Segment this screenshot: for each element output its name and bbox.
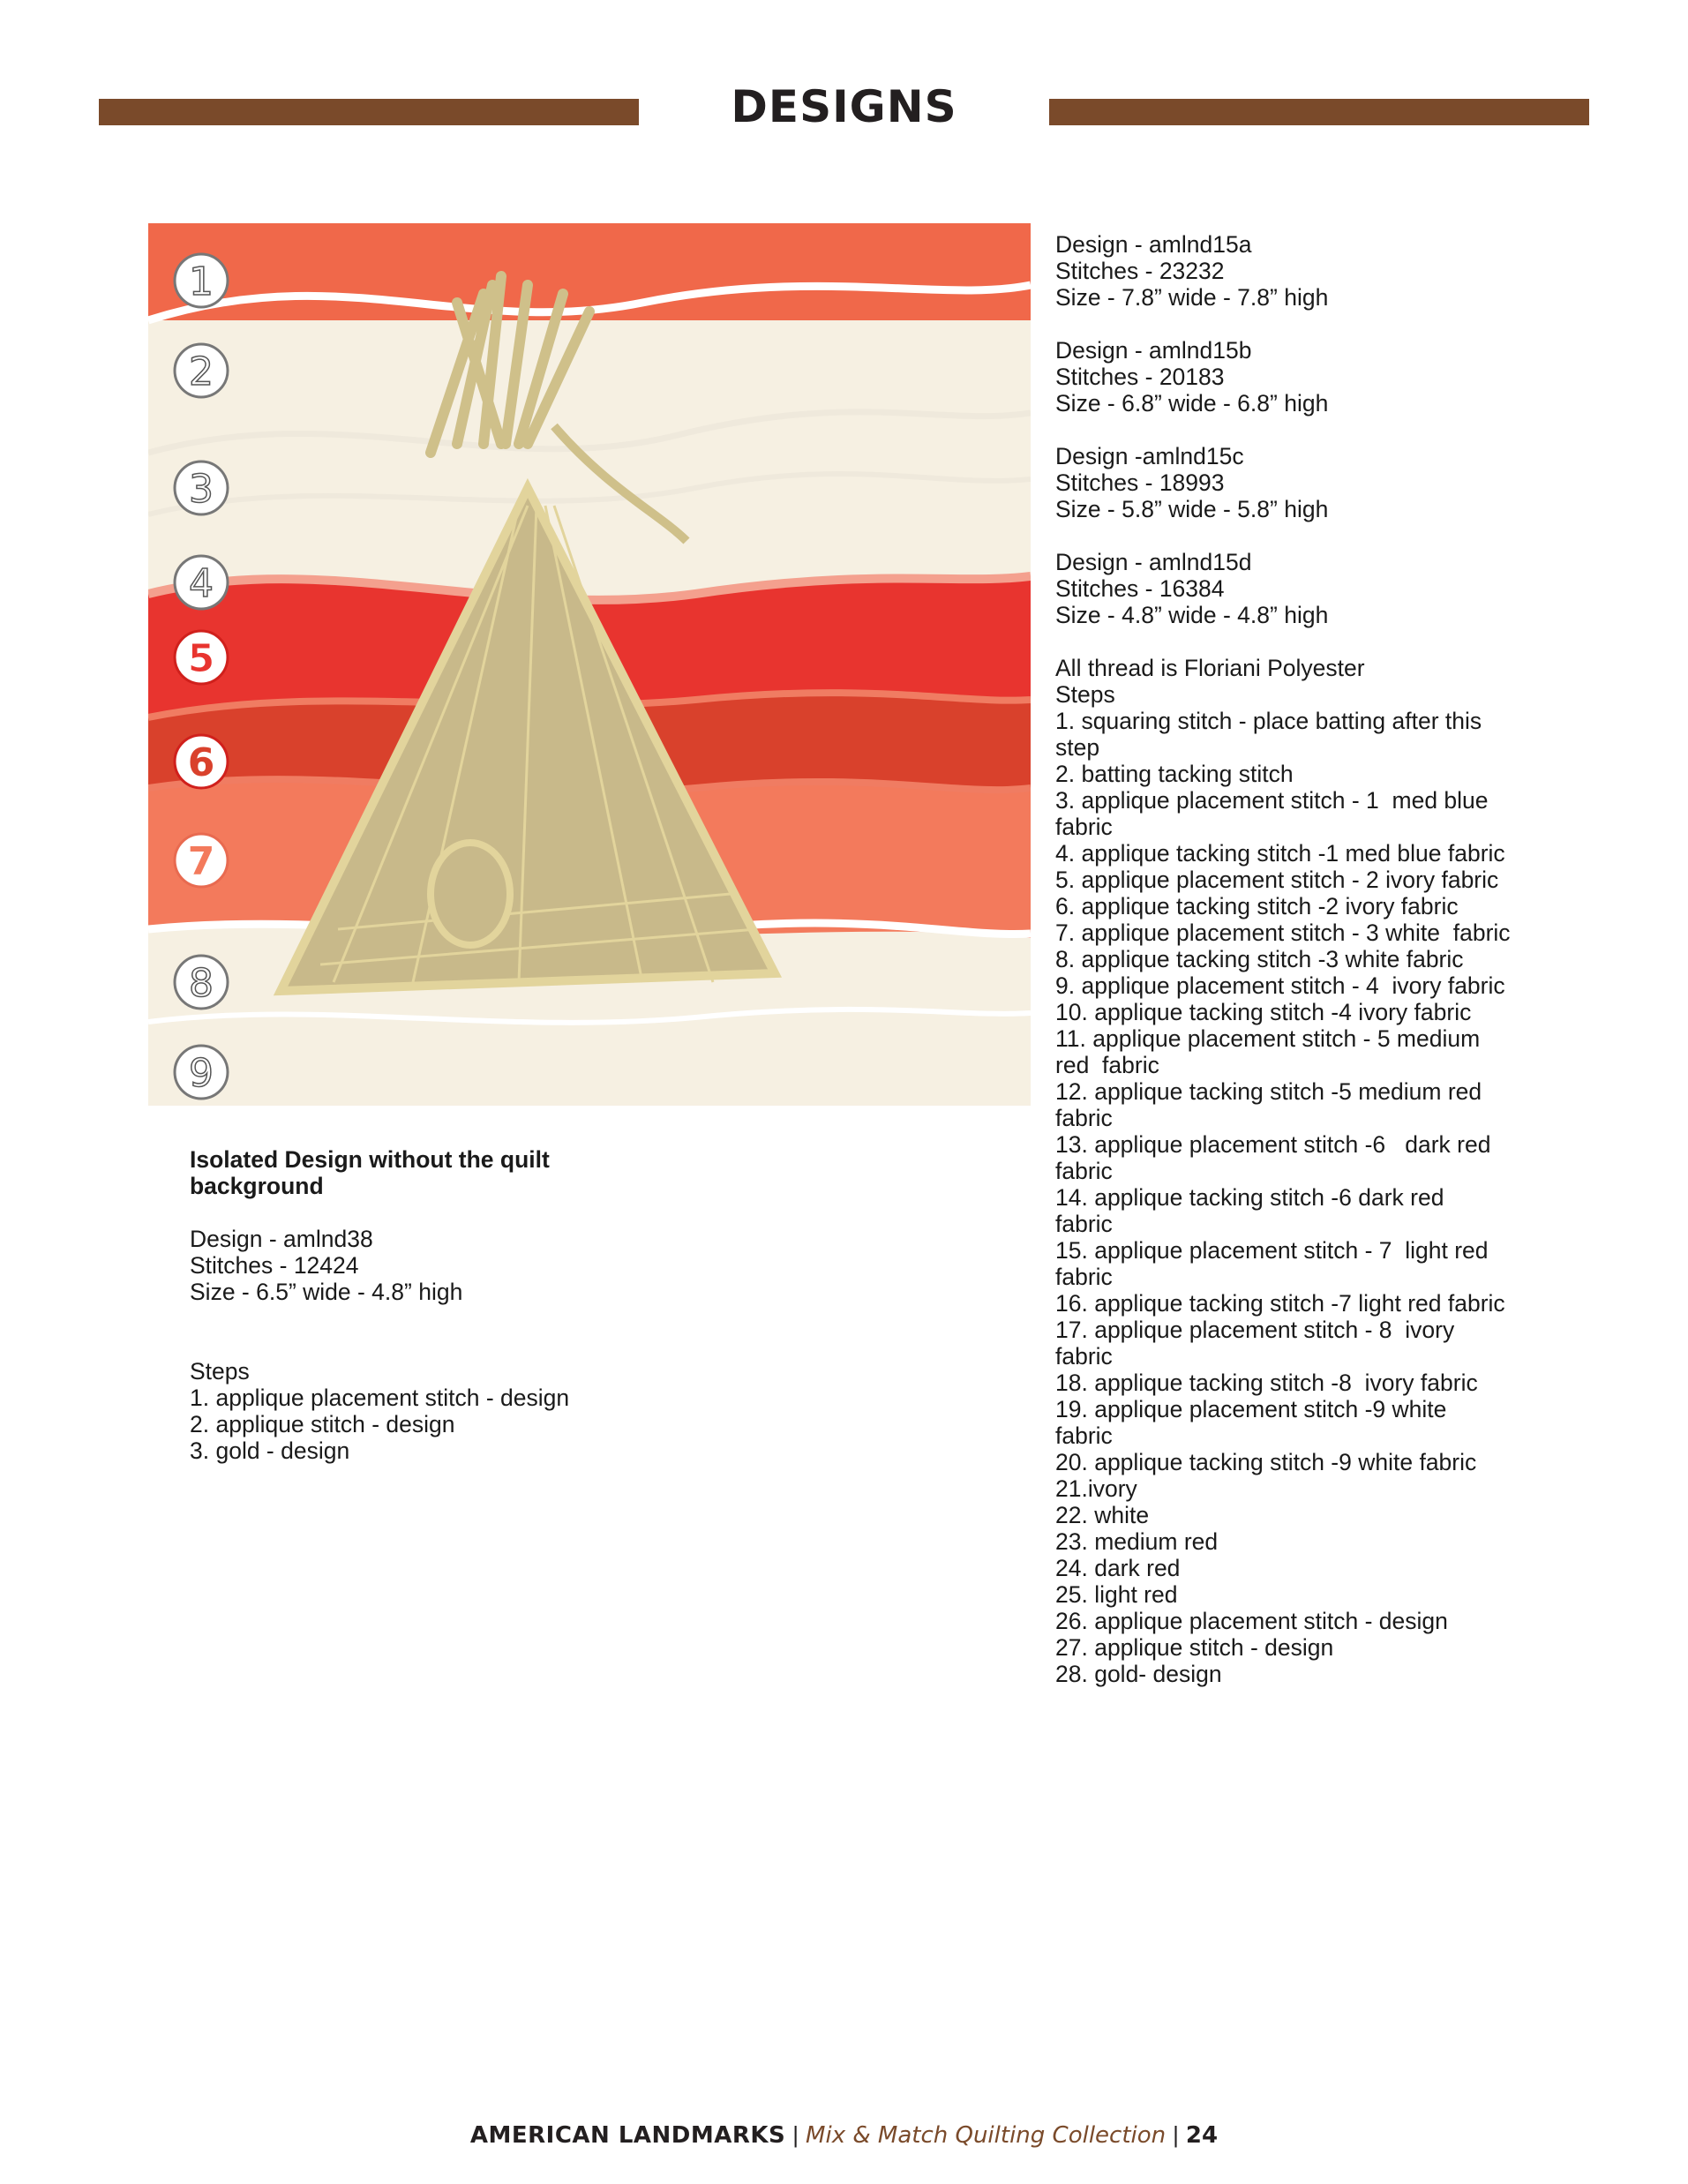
design-name: Design - amlnd15a: [1055, 231, 1252, 258]
spacer: [190, 1305, 684, 1332]
footer-separator: |: [1173, 2121, 1179, 2148]
step-line: 21.ivory: [1055, 1475, 1137, 1502]
page-number: 24: [1185, 2122, 1219, 2149]
step-line: 15. applique placement stitch - 7 light red: [1055, 1237, 1489, 1264]
step-number-circles: [175, 254, 228, 1099]
thread-note: All thread is Floriani Polyester: [1055, 655, 1365, 681]
step-line: 6. applique tacking stitch -2 ivory fabric: [1055, 893, 1459, 919]
footer-brand: AMERICAN LANDMARKS: [469, 2122, 786, 2149]
step-number-4: 4: [189, 561, 214, 606]
step-line: fabric: [1055, 1422, 1113, 1449]
step-line: 25. light red: [1055, 1581, 1178, 1608]
spacer: [1055, 311, 1549, 337]
design-specs-column: [1055, 231, 1549, 1687]
step-line: 9. applique placement stitch - 4 ivory fabric: [1055, 972, 1505, 999]
design-name: Design - amlnd38: [190, 1226, 373, 1252]
step-number-7: 7: [187, 839, 215, 884]
steps-label: Steps: [1055, 681, 1115, 708]
step-line: 4. applique tacking stitch -1 med blue fabric: [1055, 840, 1505, 867]
header-rule-right: [1049, 99, 1589, 125]
isolated-step: 2. applique stitch - design: [190, 1411, 455, 1437]
step-number-3: 3: [189, 467, 214, 512]
spacer: [1055, 417, 1549, 443]
step-number-8: 8: [189, 961, 214, 1006]
isolated-step: 3. gold - design: [190, 1437, 350, 1464]
step-line: fabric: [1055, 1105, 1113, 1131]
step-line: 20. applique tacking stitch -9 white fabric: [1055, 1449, 1477, 1475]
design-size: Size - 7.8” wide - 7.8” high: [1055, 284, 1329, 311]
step-line: 18. applique tacking stitch -8 ivory fabric: [1055, 1370, 1478, 1396]
isolated-design-column: [190, 1146, 684, 1464]
step-line: 12. applique tacking stitch -5 medium red: [1055, 1078, 1482, 1105]
step-line: 13. applique placement stitch -6 dark red: [1055, 1131, 1491, 1158]
step-line: 3. applique placement stitch - 1 med blue: [1055, 787, 1489, 814]
step-number-1: 1: [189, 259, 214, 304]
step-line: 2. batting tacking stitch: [1055, 761, 1294, 787]
step-line: 7. applique placement stitch - 3 white fabric: [1055, 919, 1511, 946]
step-line: 5. applique placement stitch - 2 ivory fabric: [1055, 867, 1499, 893]
isolated-step: 1. applique placement stitch - design: [190, 1385, 570, 1411]
design-stitches: Stitches - 12424: [190, 1252, 359, 1279]
step-line: 14. applique tacking stitch -6 dark red: [1055, 1184, 1444, 1211]
step-line: 16. applique tacking stitch -7 light red fabric: [1055, 1290, 1505, 1317]
step-number-2: 2: [189, 349, 214, 394]
step-line: fabric: [1055, 1211, 1113, 1237]
footer-separator: |: [792, 2121, 799, 2148]
step-line: 8. applique tacking stitch -3 white fabric: [1055, 946, 1464, 972]
design-block-b: [1055, 337, 1549, 417]
header-rule-left: [99, 99, 639, 125]
step-line: 27. applique stitch - design: [1055, 1634, 1334, 1661]
step-line: fabric: [1055, 1343, 1113, 1370]
step-line: red fabric: [1055, 1052, 1159, 1078]
step-line: 17. applique placement stitch - 8 ivory: [1055, 1317, 1455, 1343]
design-size: Size - 6.5” wide - 4.8” high: [190, 1279, 463, 1305]
step-line: fabric: [1055, 814, 1113, 840]
step-line: 26. applique placement stitch - design: [1055, 1608, 1448, 1634]
isolated-heading: Isolated Design without the quilt: [190, 1146, 550, 1173]
isolated-heading-cont: background: [190, 1173, 324, 1199]
step-line: fabric: [1055, 1158, 1113, 1184]
design-block-a: [1055, 231, 1549, 311]
step-number-5: 5: [187, 636, 215, 681]
step-line: 23. medium red: [1055, 1528, 1219, 1555]
spacer: [1055, 522, 1549, 549]
page-footer: [0, 2121, 1688, 2149]
design-size: Size - 5.8” wide - 5.8” high: [1055, 496, 1329, 522]
page-title: DESIGNS: [731, 81, 957, 132]
step-line: step: [1055, 734, 1100, 761]
step-line: 10. applique tacking stitch -4 ivory fabric: [1055, 999, 1472, 1025]
design-block-d: [1055, 549, 1549, 628]
design-stitches: Stitches - 16384: [1055, 575, 1225, 602]
step-line: 1. squaring stitch - place batting after this: [1055, 708, 1482, 734]
quilt-image: [148, 223, 1031, 1106]
step-line: 19. applique placement stitch -9 white: [1055, 1396, 1447, 1422]
spacer: [190, 1332, 684, 1358]
design-stitches: Stitches - 20183: [1055, 364, 1225, 390]
design-stitches: Stitches - 23232: [1055, 258, 1225, 284]
step-line: 11. applique placement stitch - 5 medium: [1055, 1025, 1481, 1052]
design-stitches: Stitches - 18993: [1055, 469, 1225, 496]
step-line: 22. white: [1055, 1502, 1150, 1528]
step-line: 28. gold- design: [1055, 1661, 1222, 1687]
spacer: [190, 1199, 684, 1226]
step-line: fabric: [1055, 1264, 1113, 1290]
steps-list: [1055, 708, 1549, 1687]
design-name: Design - amlnd15d: [1055, 549, 1252, 575]
spacer: [1055, 628, 1549, 655]
design-size: Size - 4.8” wide - 4.8” high: [1055, 602, 1329, 628]
design-block-c: [1055, 443, 1549, 522]
step-line: 24. dark red: [1055, 1555, 1181, 1581]
design-name: Design -amlnd15c: [1055, 443, 1244, 469]
design-size: Size - 6.8” wide - 6.8” high: [1055, 390, 1329, 417]
steps-label: Steps: [190, 1358, 250, 1385]
step-number-9: 9: [189, 1051, 214, 1096]
step-number-6: 6: [187, 740, 215, 785]
design-name: Design - amlnd15b: [1055, 337, 1252, 364]
footer-collection: Mix & Match Quilting Collection: [806, 2122, 1167, 2149]
